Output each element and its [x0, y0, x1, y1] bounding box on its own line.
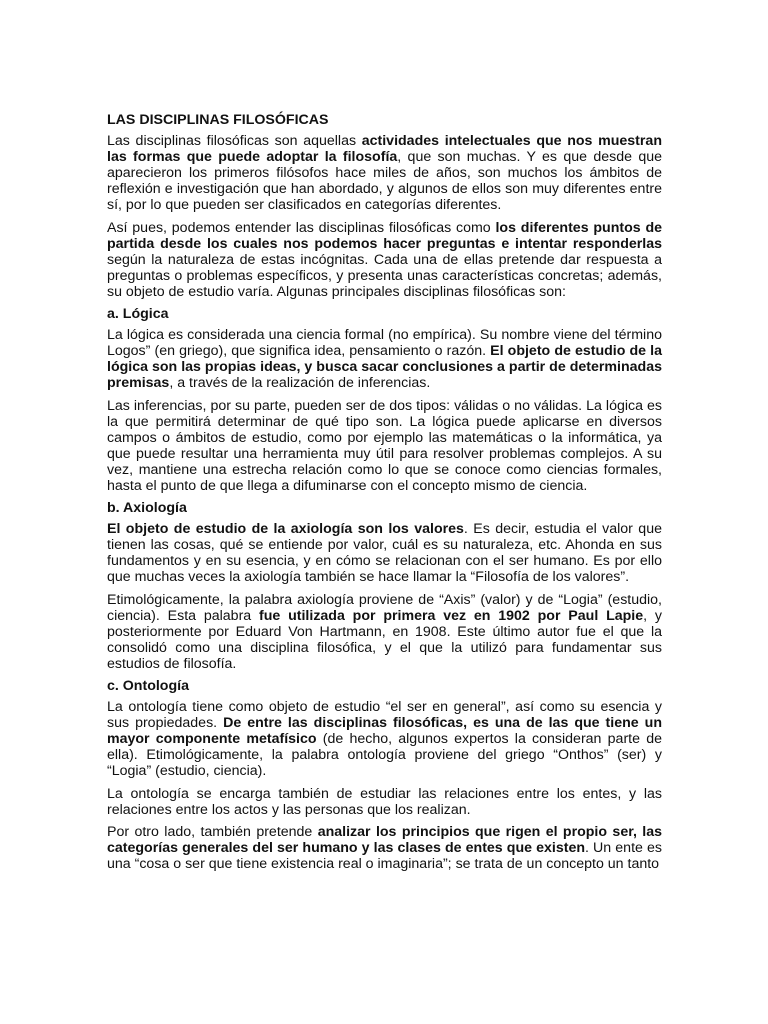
text-run: , que son muchas. Y es que desde que aparecieron los primeros filósofos hace miles de años, son muchos los ámbitos de reflexión e investigación que han abordado, y algunos de ellos son muy diferentes entre sí, por lo que pueden ser clasificados en categorías diferentes. [107, 149, 662, 214]
bold-text-run: De entre las disciplinas filosóficas, es una de las que tiene un mayor componente metafísico [107, 715, 662, 748]
axiologia-paragraph-2 [107, 592, 662, 672]
text-run: , y posteriormente por Eduard Von Hartmann, en 1908. Este último autor fue el que la consolidó como una disciplina filosófica, y el que la utilizó para fundamentar sus estudios de filosofía. [107, 607, 663, 672]
text-run: , a través de la realización de inferencias. [169, 375, 431, 392]
text-run: Las inferencias, por su parte, pueden ser de dos tipos: válidas o no válidas. La lógica es la que permitirá determinar de qué tipo son. La lógica puede aplicarse en diversos campos o ámbitos de estudio, como por ejemplo las matemáticas o la informática, ya que puede resultar una herramienta muy útil para resolver problemas complejos. A su vez, mantiene una estrecha relación como lo que se conoce como ciencias formales, hasta el punto de que llega a difuminarse con el concepto mismo de ciencia. [107, 397, 662, 494]
text-run: Etimológicamente, la palabra axiología proviene de “Axis” (valor) y de “Logia” (estudio, ciencia). Esta palabra [107, 591, 662, 624]
logica-paragraph-1 [107, 327, 662, 391]
text-run: según la naturaleza de estas incógnitas. Cada una de ellas pretende dar respuesta a preguntas o problemas específicos, y presenta unas características concretas; además, su objeto de estudio varía. Algunas principales disciplinas filosóficas son: [107, 251, 662, 300]
ontologia-paragraph-1 [107, 699, 662, 779]
logica-paragraph-2 [107, 398, 662, 495]
bold-text-run: los diferentes puntos de partida desde los cuales nos podemos hacer preguntas e intentar responderlas [107, 219, 662, 252]
text-run: La ontología tiene como objeto de estudio “el ser en general”, así como su esencia y sus propiedades. [107, 699, 662, 732]
section-heading-axiologia: b. Axiología [107, 500, 187, 517]
text-run: Así pues, podemos entender las disciplinas filosóficas como [107, 219, 496, 236]
text-run: . Es decir, estudia el valor que tienen las cosas, qué se entiende por valor, cuál es su naturaleza, etc. Ahonda en sus fundamentos y en su esencia, y en cómo se relacionan con el ser humano. Es por ello que muchas veces la axiología también se hace llamar la “Filosofía de los valores”. [107, 521, 662, 586]
text-run: Las disciplinas filosóficas son aquellas [107, 133, 362, 150]
intro-paragraph-2 [107, 220, 662, 300]
document-page [107, 112, 662, 878]
section-heading-ontologia: c. Ontología [107, 678, 189, 694]
bold-text-run: actividades intelectuales que nos muestran las formas que puede adoptar la filosofía [107, 133, 662, 166]
text-run: . Un ente es una “cosa o ser que tiene existencia real o imaginaria”; se trata de un concepto un tanto [107, 839, 662, 872]
axiologia-paragraph-1 [107, 521, 662, 585]
bold-text-run: fue utilizada por primera vez en 1902 por Paul Lapie [259, 607, 644, 624]
text-run: (de hecho, algunos expertos la consideran parte de ella). Etimológicamente, la palabra ontología proviene del griego “Onthos” (ser) y “Logia” (estudio, ciencia). [107, 731, 662, 780]
document-title: LAS DISCIPLINAS FILOSÓFICAS [107, 112, 329, 128]
bold-text-run: El objeto de estudio de la lógica son las propias ideas, y busca sacar conclusiones a partir de determinadas premisas [107, 343, 663, 392]
bold-text-run: analizar los principios que rigen el propio ser, las categorías generales del ser humano y las clases de entes que existen [107, 823, 662, 856]
text-run: La lógica es considerada una ciencia formal (no empírica). Su nombre viene del término Logos” (en griego), que significa idea, pensamiento o razón. [107, 327, 662, 360]
text-run: La ontología se encarga también de estudiar las relaciones entre los entes, y las relaciones entre los actos y las personas que los realizan. [107, 785, 662, 818]
text-run: Por otro lado, también pretende [107, 823, 318, 840]
ontologia-paragraph-3 [107, 824, 662, 872]
intro-paragraph-1 [107, 133, 662, 213]
section-heading-logica: a. Lógica [107, 306, 169, 323]
bold-text-run: El objeto de estudio de la axiología son los valores [107, 521, 464, 538]
ontologia-paragraph-2 [107, 786, 662, 818]
